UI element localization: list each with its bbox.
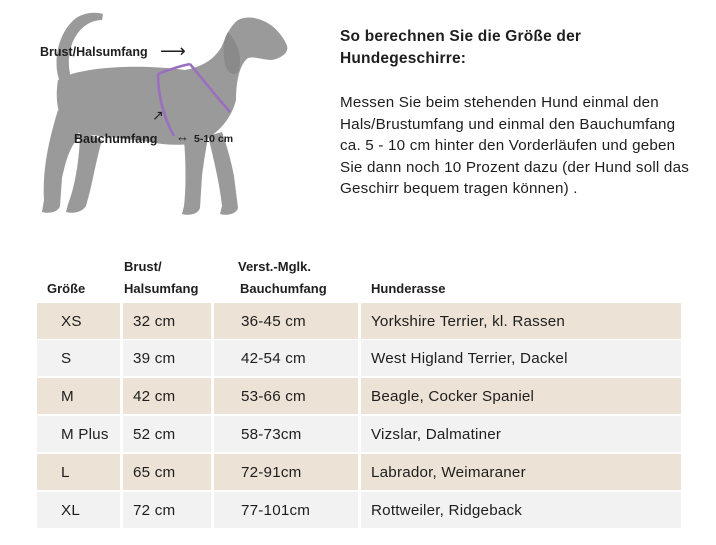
cell-size: L — [61, 463, 70, 481]
instructions-text: Messen Sie beim stehenden Hund einmal den Hals/Brustumfang und einmal den Bauchumfang ca. 5 - 10 cm hinter den Vorderläufen und geben Sie dann noch 10 Prozent dazu (der Hund soll das Geschirr bequem tragen können) . — [340, 94, 690, 197]
cell-chest: 72 cm — [133, 501, 176, 519]
distance-arrow-icon: ↔ — [176, 129, 189, 144]
cell-breed: Labrador, Weimaraner — [371, 463, 526, 481]
table-row — [37, 454, 681, 490]
header-chest-line2: Halsumfang — [124, 281, 199, 296]
cell-size: XS — [61, 312, 82, 330]
table-row — [37, 303, 681, 339]
cell-size: XL — [61, 501, 80, 519]
cell-size: M Plus — [61, 425, 109, 443]
cell-chest: 65 cm — [133, 463, 176, 481]
table-row — [37, 492, 681, 528]
cell-belly: 36-45 cm — [241, 312, 306, 330]
header-adjust-line2: Bauchumfang — [240, 281, 327, 296]
cell-belly: 72-91cm — [241, 463, 302, 481]
table-row — [37, 416, 681, 452]
cell-breed: Beagle, Cocker Spaniel — [371, 387, 535, 405]
cell-belly: 42-54 cm — [241, 349, 306, 367]
cell-belly: 58-73cm — [241, 425, 302, 443]
cell-chest: 32 cm — [133, 312, 176, 330]
cell-size: M — [61, 387, 74, 405]
cell-breed: Yorkshire Terrier, kl. Rassen — [371, 312, 566, 330]
table-row — [37, 340, 681, 376]
cell-breed: West Higland Terrier, Dackel — [371, 349, 568, 367]
chest-arrow-icon: ⟶ — [160, 41, 186, 61]
cell-size: S — [61, 349, 72, 367]
chest-measure-label: Brust/Halsumfang — [40, 45, 148, 59]
cell-breed: Rottweiler, Ridgeback — [371, 501, 523, 519]
dog-silhouette-illustration — [0, 0, 330, 245]
cell-belly: 53-66 cm — [241, 387, 306, 405]
instructions-heading: So berechnen Sie die Größe der Hundegeschirre: — [340, 28, 582, 67]
header-breed: Hunderasse — [371, 281, 446, 296]
header-adjust-line1: Verst.-Mglk. — [238, 259, 311, 274]
belly-measure-label: Bauchumfang — [74, 132, 158, 146]
cell-breed: Vizslar, Dalmatiner — [371, 425, 502, 443]
header-size: Größe — [47, 281, 86, 296]
table-row — [37, 378, 681, 414]
cell-chest: 52 cm — [133, 425, 176, 443]
cell-chest: 42 cm — [133, 387, 176, 405]
distance-label: 5-10 cm — [194, 133, 234, 145]
cell-belly: 77-101cm — [241, 501, 311, 519]
belly-arrow-icon: ↗ — [152, 107, 164, 123]
cell-chest: 39 cm — [133, 349, 176, 367]
header-chest-line1: Brust/ — [124, 259, 162, 274]
